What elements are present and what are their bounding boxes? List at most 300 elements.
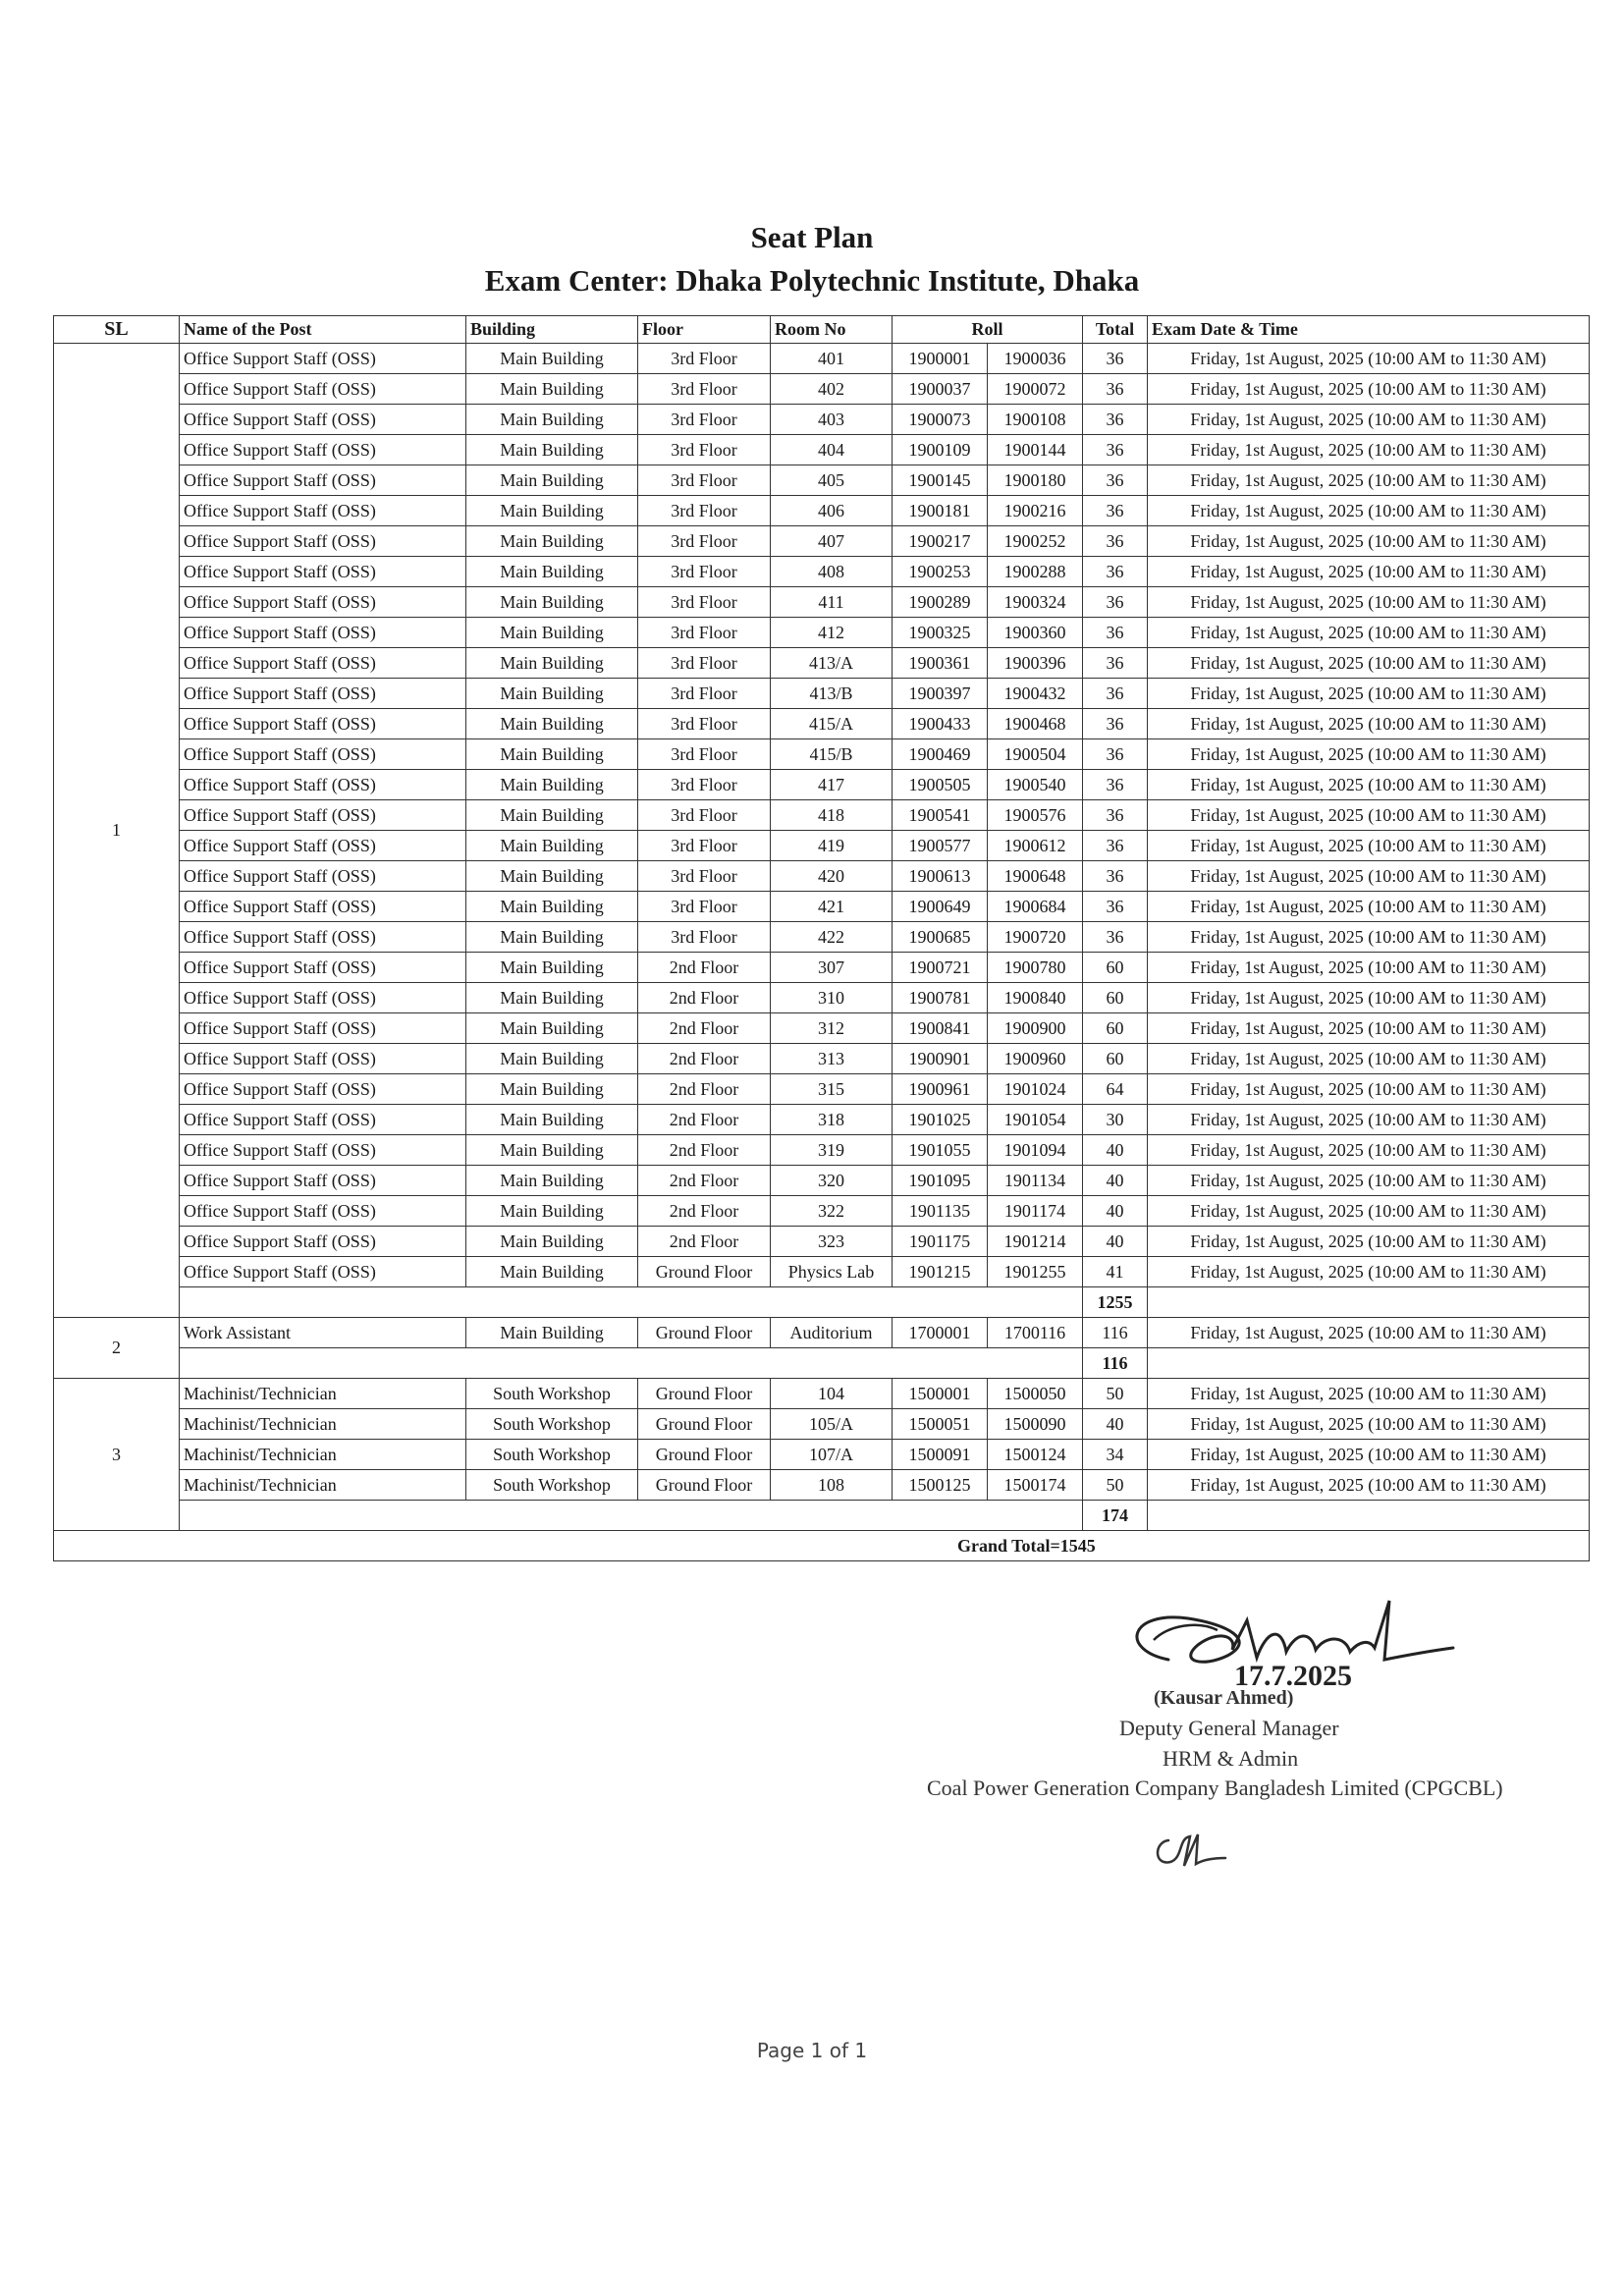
cell-total: 36: [1083, 709, 1148, 739]
cell-roll-end: 1901094: [988, 1135, 1083, 1166]
cell-room: 421: [771, 892, 893, 922]
cell-total: 60: [1083, 1013, 1148, 1044]
subtotal-spacer: [180, 1348, 1083, 1379]
cell-room: 422: [771, 922, 893, 953]
cell-total: 50: [1083, 1379, 1148, 1409]
table-header-row: [54, 316, 1590, 344]
col-header-total: Total: [1083, 316, 1148, 344]
cell-building: Main Building: [466, 526, 638, 557]
cell-post: Office Support Staff (OSS): [180, 1227, 466, 1257]
cell-floor: 3rd Floor: [638, 892, 771, 922]
cell-exam-date: Friday, 1st August, 2025 (10:00 AM to 11:30 AM): [1148, 1166, 1590, 1196]
cell-building: Main Building: [466, 1013, 638, 1044]
cell-roll-start: 1900961: [893, 1074, 988, 1105]
table-row: [54, 1440, 1590, 1470]
subtotal-row: [54, 1287, 1590, 1318]
table-row: [54, 526, 1590, 557]
cell-total: 36: [1083, 831, 1148, 861]
cell-exam-date: Friday, 1st August, 2025 (10:00 AM to 11:30 AM): [1148, 1440, 1590, 1470]
cell-post: Office Support Staff (OSS): [180, 557, 466, 587]
cell-roll-end: 1900252: [988, 526, 1083, 557]
table-row: [54, 435, 1590, 465]
cell-room: 313: [771, 1044, 893, 1074]
cell-floor: 3rd Floor: [638, 435, 771, 465]
cell-roll-start: 1900361: [893, 648, 988, 679]
cell-exam-date: Friday, 1st August, 2025 (10:00 AM to 11:30 AM): [1148, 1074, 1590, 1105]
cell-total: 36: [1083, 679, 1148, 709]
cell-exam-date: Friday, 1st August, 2025 (10:00 AM to 11:30 AM): [1148, 1470, 1590, 1501]
cell-roll-end: 1901134: [988, 1166, 1083, 1196]
col-header-roll: Roll: [893, 316, 1083, 344]
cell-building: Main Building: [466, 679, 638, 709]
cell-roll-start: 1900289: [893, 587, 988, 618]
cell-roll-start: 1900181: [893, 496, 988, 526]
cell-room: 319: [771, 1135, 893, 1166]
cell-roll-end: 1900612: [988, 831, 1083, 861]
cell-building: Main Building: [466, 709, 638, 739]
subtotal-value: 174: [1083, 1501, 1148, 1531]
cell-floor: 3rd Floor: [638, 648, 771, 679]
cell-roll-end: 1900576: [988, 800, 1083, 831]
cell-floor: 2nd Floor: [638, 1135, 771, 1166]
cell-building: Main Building: [466, 770, 638, 800]
table-row: [54, 587, 1590, 618]
table-row: [54, 739, 1590, 770]
cell-building: South Workshop: [466, 1470, 638, 1501]
cell-roll-start: 1901215: [893, 1257, 988, 1287]
cell-building: Main Building: [466, 1105, 638, 1135]
table-row: [54, 1135, 1590, 1166]
cell-roll-end: 1900324: [988, 587, 1083, 618]
cell-room: 418: [771, 800, 893, 831]
subtotal-row: [54, 1501, 1590, 1531]
table-row: [54, 1166, 1590, 1196]
cell-room: 105/A: [771, 1409, 893, 1440]
cell-sl: 3: [54, 1379, 180, 1531]
cell-floor: 2nd Floor: [638, 1196, 771, 1227]
cell-total: 41: [1083, 1257, 1148, 1287]
cell-roll-end: 1900840: [988, 983, 1083, 1013]
cell-roll-start: 1900541: [893, 800, 988, 831]
cell-total: 40: [1083, 1196, 1148, 1227]
cell-post: Machinist/Technician: [180, 1409, 466, 1440]
cell-roll-start: 1900613: [893, 861, 988, 892]
cell-exam-date: Friday, 1st August, 2025 (10:00 AM to 11:30 AM): [1148, 739, 1590, 770]
cell-roll-start: 1900901: [893, 1044, 988, 1074]
cell-building: Main Building: [466, 1196, 638, 1227]
cell-total: 36: [1083, 892, 1148, 922]
cell-room: 419: [771, 831, 893, 861]
cell-room: 415/A: [771, 709, 893, 739]
cell-exam-date: Friday, 1st August, 2025 (10:00 AM to 11:30 AM): [1148, 344, 1590, 374]
cell-roll-end: 1900432: [988, 679, 1083, 709]
cell-room: 312: [771, 1013, 893, 1044]
cell-room: 315: [771, 1074, 893, 1105]
cell-total: 36: [1083, 405, 1148, 435]
cell-total: 116: [1083, 1318, 1148, 1348]
cell-total: 36: [1083, 435, 1148, 465]
cell-total: 30: [1083, 1105, 1148, 1135]
cell-post: Work Assistant: [180, 1318, 466, 1348]
subtotal-spacer: [1148, 1348, 1590, 1379]
cell-roll-end: 1900504: [988, 739, 1083, 770]
cell-room: 413/A: [771, 648, 893, 679]
cell-building: Main Building: [466, 800, 638, 831]
cell-post: Office Support Staff (OSS): [180, 831, 466, 861]
cell-floor: 2nd Floor: [638, 953, 771, 983]
cell-roll-start: 1500051: [893, 1409, 988, 1440]
cell-building: Main Building: [466, 435, 638, 465]
cell-post: Office Support Staff (OSS): [180, 679, 466, 709]
cell-floor: 3rd Floor: [638, 861, 771, 892]
cell-floor: 3rd Floor: [638, 770, 771, 800]
cell-floor: 3rd Floor: [638, 405, 771, 435]
cell-building: Main Building: [466, 861, 638, 892]
cell-post: Office Support Staff (OSS): [180, 496, 466, 526]
cell-floor: 3rd Floor: [638, 679, 771, 709]
cell-exam-date: Friday, 1st August, 2025 (10:00 AM to 11:30 AM): [1148, 922, 1590, 953]
cell-building: Main Building: [466, 1166, 638, 1196]
cell-roll-start: 1900433: [893, 709, 988, 739]
cell-floor: 2nd Floor: [638, 1105, 771, 1135]
cell-floor: Ground Floor: [638, 1318, 771, 1348]
cell-room: 322: [771, 1196, 893, 1227]
cell-room: 318: [771, 1105, 893, 1135]
cell-post: Office Support Staff (OSS): [180, 618, 466, 648]
cell-room: 413/B: [771, 679, 893, 709]
cell-roll-start: 1900505: [893, 770, 988, 800]
cell-building: Main Building: [466, 496, 638, 526]
cell-exam-date: Friday, 1st August, 2025 (10:00 AM to 11:30 AM): [1148, 405, 1590, 435]
cell-post: Office Support Staff (OSS): [180, 465, 466, 496]
cell-post: Office Support Staff (OSS): [180, 1166, 466, 1196]
cell-floor: 2nd Floor: [638, 1074, 771, 1105]
cell-total: 36: [1083, 526, 1148, 557]
cell-post: Office Support Staff (OSS): [180, 1196, 466, 1227]
cell-room: 417: [771, 770, 893, 800]
cell-building: Main Building: [466, 1318, 638, 1348]
cell-building: Main Building: [466, 557, 638, 587]
cell-building: Main Building: [466, 1044, 638, 1074]
subtotal-spacer: [1148, 1501, 1590, 1531]
table-row: [54, 953, 1590, 983]
table-row: [54, 1044, 1590, 1074]
cell-room: 415/B: [771, 739, 893, 770]
table-row: [54, 983, 1590, 1013]
cell-building: Main Building: [466, 892, 638, 922]
table-row: [54, 557, 1590, 587]
cell-total: 36: [1083, 800, 1148, 831]
signatory-department: HRM & Admin: [1163, 1746, 1299, 1771]
cell-building: Main Building: [466, 739, 638, 770]
table-row: [54, 405, 1590, 435]
table-row: [54, 374, 1590, 405]
signature-date: 17.7.2025: [1234, 1660, 1352, 1692]
cell-floor: 3rd Floor: [638, 800, 771, 831]
cell-post: Office Support Staff (OSS): [180, 1135, 466, 1166]
cell-roll-start: 1900217: [893, 526, 988, 557]
cell-roll-start: 1901135: [893, 1196, 988, 1227]
cell-room: 405: [771, 465, 893, 496]
cell-post: Office Support Staff (OSS): [180, 800, 466, 831]
cell-roll-end: 1901174: [988, 1196, 1083, 1227]
table-row: [54, 709, 1590, 739]
cell-total: 36: [1083, 618, 1148, 648]
cell-total: 36: [1083, 465, 1148, 496]
table-row: [54, 679, 1590, 709]
table-row: [54, 1318, 1590, 1348]
cell-post: Office Support Staff (OSS): [180, 892, 466, 922]
cell-building: Main Building: [466, 1074, 638, 1105]
cell-floor: 3rd Floor: [638, 739, 771, 770]
table-row: [54, 770, 1590, 800]
cell-roll-end: 1900960: [988, 1044, 1083, 1074]
cell-floor: 3rd Floor: [638, 374, 771, 405]
cell-total: 36: [1083, 739, 1148, 770]
page-number: Page 1 of 1: [756, 2039, 868, 2062]
cell-roll-end: 1500090: [988, 1409, 1083, 1440]
cell-roll-start: 1900469: [893, 739, 988, 770]
cell-floor: 2nd Floor: [638, 1166, 771, 1196]
cell-building: Main Building: [466, 922, 638, 953]
cell-room: 307: [771, 953, 893, 983]
table-row: [54, 1196, 1590, 1227]
cell-total: 60: [1083, 1044, 1148, 1074]
cell-total: 36: [1083, 587, 1148, 618]
cell-roll-start: 1900577: [893, 831, 988, 861]
cell-roll-start: 1900001: [893, 344, 988, 374]
cell-total: 60: [1083, 953, 1148, 983]
table-row: [54, 922, 1590, 953]
cell-building: South Workshop: [466, 1409, 638, 1440]
cell-floor: 2nd Floor: [638, 1013, 771, 1044]
cell-building: Main Building: [466, 465, 638, 496]
cell-exam-date: Friday, 1st August, 2025 (10:00 AM to 11:30 AM): [1148, 1135, 1590, 1166]
cell-post: Office Support Staff (OSS): [180, 587, 466, 618]
cell-post: Office Support Staff (OSS): [180, 861, 466, 892]
cell-total: 36: [1083, 861, 1148, 892]
cell-exam-date: Friday, 1st August, 2025 (10:00 AM to 11:30 AM): [1148, 618, 1590, 648]
table-row: [54, 1409, 1590, 1440]
cell-total: 60: [1083, 983, 1148, 1013]
cell-roll-end: 1900780: [988, 953, 1083, 983]
cell-exam-date: Friday, 1st August, 2025 (10:00 AM to 11:30 AM): [1148, 983, 1590, 1013]
cell-total: 64: [1083, 1074, 1148, 1105]
cell-roll-start: 1900649: [893, 892, 988, 922]
cell-roll-start: 1500001: [893, 1379, 988, 1409]
cell-floor: 2nd Floor: [638, 1227, 771, 1257]
cell-building: Main Building: [466, 1257, 638, 1287]
cell-exam-date: Friday, 1st August, 2025 (10:00 AM to 11:30 AM): [1148, 1379, 1590, 1409]
cell-floor: Ground Floor: [638, 1257, 771, 1287]
cell-roll-end: 1900288: [988, 557, 1083, 587]
cell-building: Main Building: [466, 953, 638, 983]
cell-roll-start: 1900685: [893, 922, 988, 953]
cell-roll-start: 1500091: [893, 1440, 988, 1470]
cell-total: 36: [1083, 344, 1148, 374]
cell-roll-end: 1500174: [988, 1470, 1083, 1501]
cell-exam-date: Friday, 1st August, 2025 (10:00 AM to 11:30 AM): [1148, 1257, 1590, 1287]
cell-roll-end: 1901214: [988, 1227, 1083, 1257]
col-header-room: Room No: [771, 316, 893, 344]
cell-building: Main Building: [466, 1135, 638, 1166]
cell-room: 401: [771, 344, 893, 374]
table-row: [54, 892, 1590, 922]
cell-total: 34: [1083, 1440, 1148, 1470]
cell-building: Main Building: [466, 618, 638, 648]
cell-sl: 2: [54, 1318, 180, 1379]
cell-post: Machinist/Technician: [180, 1440, 466, 1470]
cell-exam-date: Friday, 1st August, 2025 (10:00 AM to 11:30 AM): [1148, 587, 1590, 618]
cell-post: Office Support Staff (OSS): [180, 435, 466, 465]
cell-post: Office Support Staff (OSS): [180, 405, 466, 435]
seat-plan-body: [54, 344, 1590, 1561]
cell-roll-end: 1900648: [988, 861, 1083, 892]
cell-roll-end: 1901255: [988, 1257, 1083, 1287]
cell-exam-date: Friday, 1st August, 2025 (10:00 AM to 11:30 AM): [1148, 770, 1590, 800]
grand-total: Grand Total=1545: [54, 1531, 1590, 1561]
cell-exam-date: Friday, 1st August, 2025 (10:00 AM to 11:30 AM): [1148, 1318, 1590, 1348]
table-row: [54, 1105, 1590, 1135]
cell-building: Main Building: [466, 405, 638, 435]
cell-roll-end: 1500124: [988, 1440, 1083, 1470]
cell-post: Office Support Staff (OSS): [180, 374, 466, 405]
cell-room: Physics Lab: [771, 1257, 893, 1287]
cell-roll-end: 1900900: [988, 1013, 1083, 1044]
cell-post: Office Support Staff (OSS): [180, 709, 466, 739]
seat-plan-table: [53, 315, 1590, 1561]
cell-exam-date: Friday, 1st August, 2025 (10:00 AM to 11:30 AM): [1148, 953, 1590, 983]
cell-roll-end: 1900684: [988, 892, 1083, 922]
cell-building: South Workshop: [466, 1440, 638, 1470]
cell-total: 36: [1083, 496, 1148, 526]
table-row: [54, 496, 1590, 526]
cell-post: Office Support Staff (OSS): [180, 770, 466, 800]
cell-total: 36: [1083, 648, 1148, 679]
subtotal-value: 116: [1083, 1348, 1148, 1379]
cell-room: 403: [771, 405, 893, 435]
table-row: [54, 861, 1590, 892]
cell-floor: 3rd Floor: [638, 618, 771, 648]
cell-roll-start: 1900253: [893, 557, 988, 587]
page-subtitle: Exam Center: Dhaka Polytechnic Institute, Dhaka: [484, 263, 1140, 298]
cell-sl: 1: [54, 344, 180, 1318]
cell-room: 104: [771, 1379, 893, 1409]
cell-floor: 3rd Floor: [638, 465, 771, 496]
cell-roll-start: 1900109: [893, 435, 988, 465]
table-row: [54, 618, 1590, 648]
cell-roll-start: 1500125: [893, 1470, 988, 1501]
cell-total: 36: [1083, 374, 1148, 405]
cell-room: 408: [771, 557, 893, 587]
cell-exam-date: Friday, 1st August, 2025 (10:00 AM to 11:30 AM): [1148, 1409, 1590, 1440]
cell-roll-end: 1900108: [988, 405, 1083, 435]
cell-room: 412: [771, 618, 893, 648]
cell-floor: Ground Floor: [638, 1470, 771, 1501]
cell-total: 40: [1083, 1135, 1148, 1166]
col-header-sl: SL: [54, 316, 180, 344]
cell-post: Office Support Staff (OSS): [180, 1105, 466, 1135]
col-header-exam: Exam Date & Time: [1148, 316, 1590, 344]
cell-exam-date: Friday, 1st August, 2025 (10:00 AM to 11:30 AM): [1148, 892, 1590, 922]
cell-roll-end: 1900360: [988, 618, 1083, 648]
cell-roll-start: 1900073: [893, 405, 988, 435]
cell-room: 407: [771, 526, 893, 557]
cell-floor: 3rd Floor: [638, 496, 771, 526]
cell-floor: Ground Floor: [638, 1409, 771, 1440]
initials-icon: [1149, 1829, 1227, 1873]
cell-floor: 3rd Floor: [638, 831, 771, 861]
cell-floor: 3rd Floor: [638, 526, 771, 557]
cell-room: 406: [771, 496, 893, 526]
cell-exam-date: Friday, 1st August, 2025 (10:00 AM to 11:30 AM): [1148, 526, 1590, 557]
cell-floor: Ground Floor: [638, 1379, 771, 1409]
cell-building: Main Building: [466, 344, 638, 374]
signatory-title: Deputy General Manager: [1119, 1716, 1339, 1740]
cell-roll-start: 1900781: [893, 983, 988, 1013]
subtotal-row: [54, 1348, 1590, 1379]
cell-room: 323: [771, 1227, 893, 1257]
cell-roll-end: 1900216: [988, 496, 1083, 526]
cell-room: 402: [771, 374, 893, 405]
cell-roll-end: 1900396: [988, 648, 1083, 679]
table-row: [54, 1074, 1590, 1105]
cell-post: Machinist/Technician: [180, 1379, 466, 1409]
cell-post: Office Support Staff (OSS): [180, 1013, 466, 1044]
cell-exam-date: Friday, 1st August, 2025 (10:00 AM to 11:30 AM): [1148, 679, 1590, 709]
cell-total: 36: [1083, 557, 1148, 587]
cell-post: Office Support Staff (OSS): [180, 344, 466, 374]
cell-roll-end: 1500050: [988, 1379, 1083, 1409]
subtotal-spacer: [1148, 1287, 1590, 1318]
subtotal-spacer: [180, 1287, 1083, 1318]
cell-room: 420: [771, 861, 893, 892]
cell-floor: 3rd Floor: [638, 709, 771, 739]
table-row: [54, 465, 1590, 496]
cell-roll-end: 1900144: [988, 435, 1083, 465]
cell-exam-date: Friday, 1st August, 2025 (10:00 AM to 11:30 AM): [1148, 648, 1590, 679]
cell-roll-end: 1900540: [988, 770, 1083, 800]
cell-exam-date: Friday, 1st August, 2025 (10:00 AM to 11:30 AM): [1148, 709, 1590, 739]
cell-total: 36: [1083, 922, 1148, 953]
cell-roll-start: 1900397: [893, 679, 988, 709]
cell-floor: Ground Floor: [638, 1440, 771, 1470]
cell-roll-end: 1900180: [988, 465, 1083, 496]
col-header-post: Name of the Post: [180, 316, 466, 344]
cell-room: 404: [771, 435, 893, 465]
signatory-name: (Kausar Ahmed): [1154, 1687, 1294, 1709]
cell-exam-date: Friday, 1st August, 2025 (10:00 AM to 11:30 AM): [1148, 496, 1590, 526]
cell-room: 320: [771, 1166, 893, 1196]
cell-building: South Workshop: [466, 1379, 638, 1409]
table-row: [54, 1470, 1590, 1501]
cell-floor: 2nd Floor: [638, 1044, 771, 1074]
cell-building: Main Building: [466, 648, 638, 679]
cell-roll-start: 1900325: [893, 618, 988, 648]
cell-post: Office Support Staff (OSS): [180, 648, 466, 679]
cell-building: Main Building: [466, 983, 638, 1013]
cell-building: Main Building: [466, 1227, 638, 1257]
cell-total: 36: [1083, 770, 1148, 800]
cell-total: 40: [1083, 1227, 1148, 1257]
table-row: [54, 648, 1590, 679]
signatory-organization: Coal Power Generation Company Bangladesh Limited (CPGCBL): [927, 1776, 1503, 1800]
cell-floor: 2nd Floor: [638, 983, 771, 1013]
cell-exam-date: Friday, 1st August, 2025 (10:00 AM to 11:30 AM): [1148, 861, 1590, 892]
grand-total-row: [54, 1531, 1590, 1561]
cell-post: Machinist/Technician: [180, 1470, 466, 1501]
cell-room: 411: [771, 587, 893, 618]
